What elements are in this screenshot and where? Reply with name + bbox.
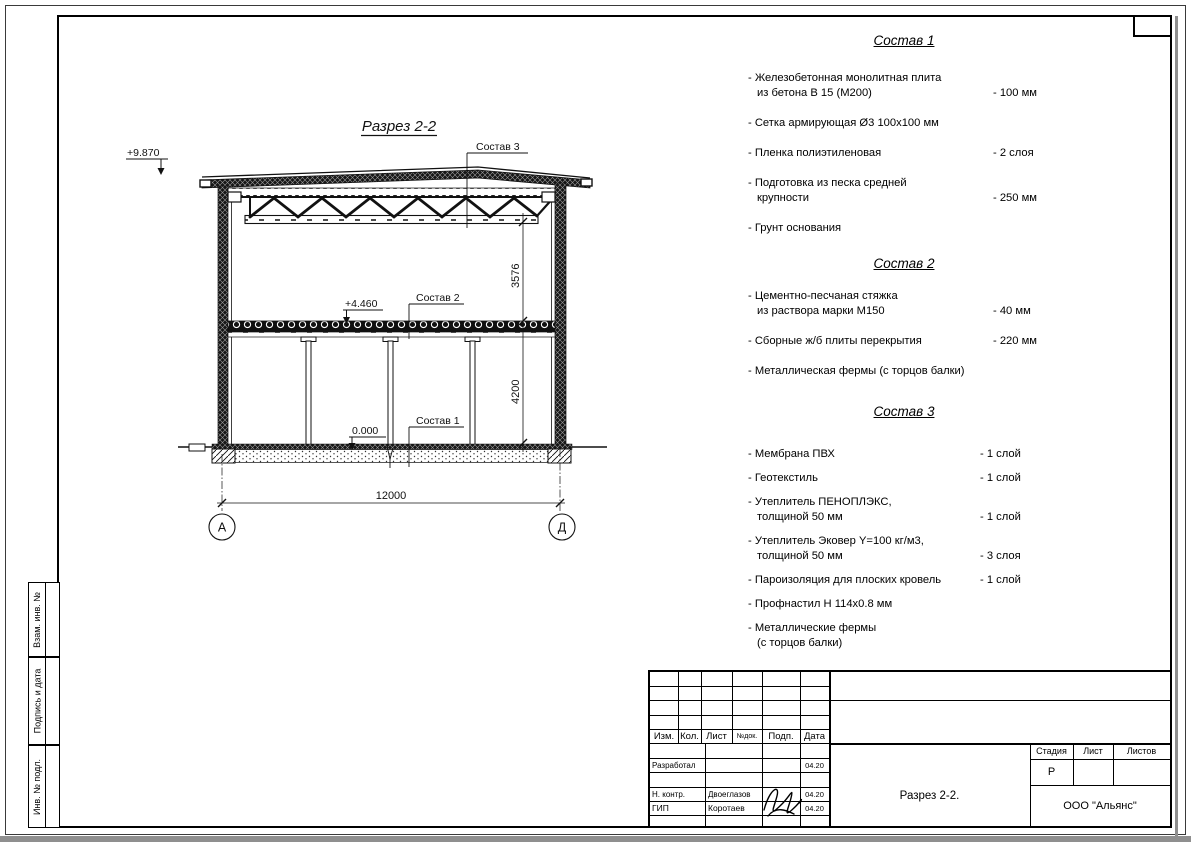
item-line: толщиной 50 мм [757, 511, 843, 523]
item-line: - Утеплитель ПЕНОПЛЭКС, [748, 496, 892, 508]
row-gip-name: Коротаев [708, 803, 745, 813]
col-data: Дата [803, 730, 826, 742]
stage-value: Р [1047, 766, 1056, 778]
col-izm: Изм. [653, 730, 675, 742]
row-ncontrol-label: Н. контр. [652, 789, 686, 799]
elevation-floor-mark [343, 310, 383, 318]
stamp-label-text: Подпись и дата [32, 668, 43, 734]
composition-title-text: Состав 1 [873, 33, 935, 48]
stamp-label-text: Взам. инв. № [32, 591, 43, 648]
composition-title-text: Состав 3 [873, 404, 935, 419]
company-name: ООО "Альянс" [1063, 799, 1137, 812]
sand-layer [228, 450, 555, 463]
item-line: - Мембрана ПВХ [748, 448, 835, 460]
ground-slab-top [212, 444, 572, 450]
section-drawing [100, 95, 640, 555]
composition-title [748, 256, 1060, 271]
truss-diagonals [250, 198, 537, 217]
composition-list-3 [748, 404, 1060, 660]
grid-line [650, 772, 829, 773]
eave-cap-left [200, 180, 211, 187]
composition-title-text: Состав 2 [873, 256, 935, 271]
callout-sostav3: Состав 3 [476, 141, 520, 153]
item-line: - Утеплитель Эковер Y=100 кг/м3, [748, 535, 924, 547]
foundation-left [212, 449, 235, 463]
list-item [748, 597, 1060, 612]
floor-beam-strip [228, 332, 555, 337]
signature [760, 776, 804, 824]
list-item [748, 146, 1060, 161]
list-item [748, 116, 1060, 131]
list-item [748, 289, 1060, 319]
grid-line [650, 686, 829, 687]
stamp-inv [28, 745, 60, 828]
item-value: - 220 мм [993, 335, 1037, 347]
list-item [748, 495, 1060, 525]
stamp-label [29, 658, 45, 744]
item-value: - 40 мм [993, 305, 1031, 317]
row-gip-date: 04.20 [805, 803, 824, 813]
grid-line [705, 743, 706, 826]
item-line: - Железобетонная монолитная плита [748, 72, 942, 84]
stamp-label-text: Инв. № подл. [32, 758, 42, 815]
item-line: из бетона В 15 (М200) [757, 87, 872, 99]
dim-floor-height: 4200 [510, 379, 522, 404]
elevation-roof-mark [126, 159, 168, 169]
item-value: - 1 слой [980, 574, 1021, 586]
axis-letter-right: Д [557, 520, 567, 535]
elevation-arrow [158, 168, 165, 175]
row-ncontrol-date: 04.20 [805, 789, 824, 799]
list-item [748, 364, 1060, 379]
stamp-label [29, 746, 45, 827]
col-podp: Подп. [768, 730, 794, 742]
row-developed-label: Разработал [652, 760, 696, 770]
item-value: - 3 слоя [980, 550, 1021, 562]
foundation-right [548, 449, 571, 463]
footing-cap-left [189, 444, 205, 451]
item-line: - Профнастил Н 114х0.8 мм [748, 598, 893, 610]
stamp-label [29, 583, 45, 656]
column [470, 341, 475, 445]
stamp-divider [45, 746, 46, 827]
elevation-ground-mark [349, 437, 386, 444]
item-line: (с торцов балки) [757, 637, 843, 649]
callout-sostav1: Состав 1 [416, 415, 460, 427]
item-line: - Сборные ж/б плиты перекрытия [748, 335, 922, 347]
list-item [748, 71, 1060, 101]
list-item [748, 447, 1060, 462]
item-value: - 100 мм [993, 87, 1037, 99]
list-item [748, 176, 1060, 206]
drawing-title: Разрез 2-2 [361, 118, 437, 135]
item-line: - Грунт основания [748, 222, 842, 234]
item-line: толщиной 50 мм [757, 550, 843, 562]
column [306, 341, 311, 445]
axis-letter-left: А [217, 520, 227, 535]
wall-right [555, 183, 566, 447]
item-line: - Металлические фермы [748, 622, 877, 634]
grid-line [650, 700, 829, 701]
stamp-vzam [28, 582, 60, 657]
list-item [748, 334, 1060, 349]
bearing-right [542, 192, 555, 202]
item-line: - Металлическая фермы (с торцов балки) [748, 365, 965, 377]
composition-title [748, 33, 1060, 48]
col-kol: Кол. [680, 730, 699, 742]
title-block [648, 670, 1172, 828]
row-ncontrol-name: Двоеглазов [708, 789, 751, 799]
list-item [748, 471, 1060, 486]
item-value: - 1 слой [980, 472, 1021, 484]
col-list: Лист [706, 730, 727, 742]
item-line: - Подготовка из песка средней [748, 177, 907, 189]
elevation-roof: +9.870 [127, 147, 160, 159]
sheet-label: Лист [1083, 746, 1103, 756]
item-value: - 250 мм [993, 192, 1037, 204]
item-line: крупности [757, 192, 810, 204]
dim-span: 12000 [375, 490, 407, 502]
list-item [748, 573, 1060, 588]
composition-list-1 [748, 33, 1060, 251]
profiled-sheet-strip [228, 188, 555, 197]
row-gip-label: ГИП [652, 803, 669, 813]
row-developed-date: 04.20 [805, 760, 824, 770]
dim-truss-height: 3576 [510, 263, 522, 288]
grid-line [829, 700, 1170, 701]
composition-title [748, 404, 1060, 419]
item-value: - 1 слой [980, 448, 1021, 460]
column [388, 341, 393, 445]
item-line: - Геотекстиль [748, 472, 818, 484]
grid-line [650, 715, 829, 716]
sheet-shadow-bottom [0, 836, 1191, 842]
composition-list-2 [748, 256, 1060, 394]
list-item [748, 221, 1060, 236]
item-value: - 2 слоя [993, 147, 1034, 159]
sheet-shadow-right [1175, 16, 1178, 836]
wall-left [218, 186, 228, 448]
list-item [748, 621, 1060, 651]
bearing-left [228, 192, 241, 202]
sheets-label: Листов [1126, 746, 1157, 756]
elevation-floor: +4.460 [345, 298, 378, 310]
grid-line [650, 743, 829, 744]
top-right-doc-box [1133, 15, 1172, 37]
eave-cap-right [581, 179, 592, 186]
item-line: - Сетка армирующая Ø3 100х100 мм [748, 117, 939, 129]
item-line: - Пароизоляция для плоских кровель [748, 574, 942, 586]
elevation-ground: 0.000 [352, 425, 379, 437]
list-item [748, 534, 1060, 564]
col-ndok: №док. [736, 732, 758, 740]
stamp-divider [45, 658, 46, 744]
callout-sostav2: Состав 2 [416, 292, 460, 304]
stamp-podpis [28, 657, 60, 745]
item-line: - Пленка полиэтиленовая [748, 147, 882, 159]
stage-label: Стадия [1036, 746, 1067, 756]
item-line: - Цементно-песчаная стяжка [748, 290, 898, 302]
item-line: из раствора марки М150 [757, 305, 885, 317]
floor-slab [228, 321, 555, 332]
stamp-divider [45, 583, 46, 656]
item-value: - 1 слой [980, 511, 1021, 523]
doc-title: Разрез 2-2. [899, 790, 960, 802]
